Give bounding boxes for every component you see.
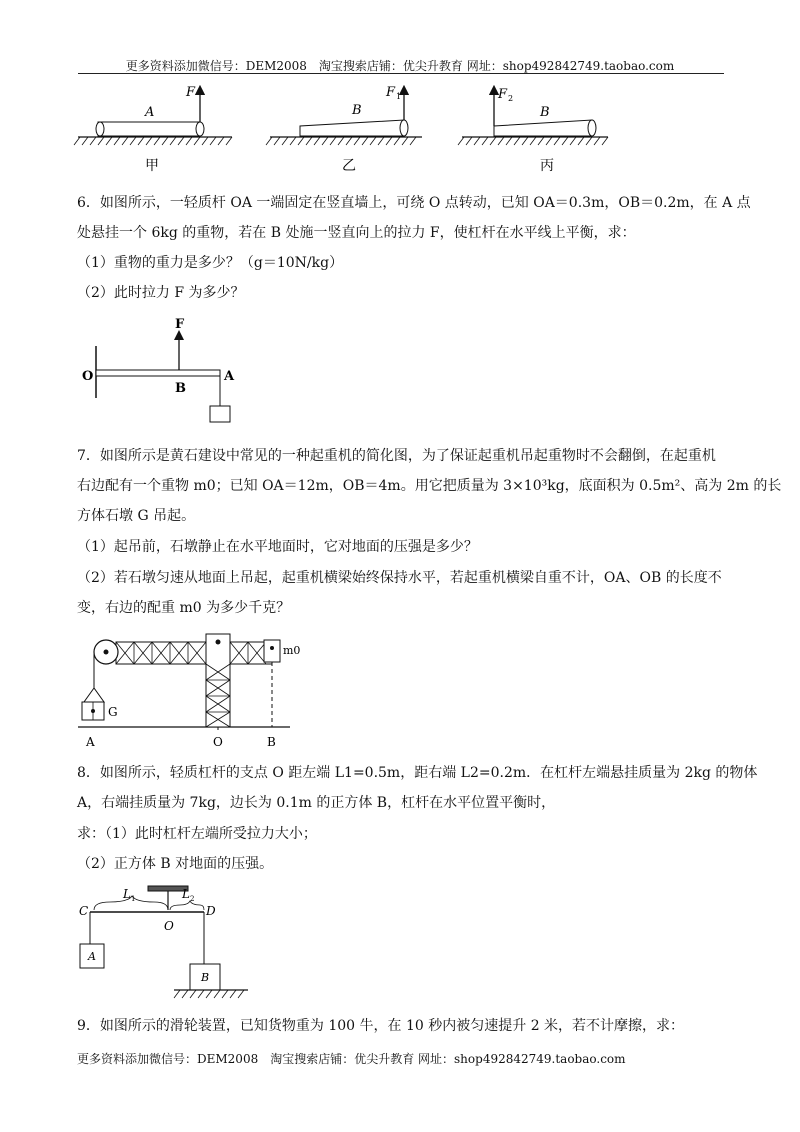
caption-bing: 丙	[540, 158, 554, 174]
label-F2: F	[498, 87, 508, 102]
q6-line1: 6．如图所示，一轻质杆 OA 一端固定在竖直墙上，可绕 O 点转动，已知 OA＝0.3m，OB＝0.2m，在 A 点	[77, 195, 751, 211]
label-B2: B	[540, 105, 550, 120]
label-O: O	[164, 919, 174, 933]
label-F1: F	[386, 85, 396, 100]
label-A: A	[224, 369, 235, 384]
label-F: F	[175, 318, 185, 332]
q6-line4: （2）此时拉力 F 为多少？	[77, 285, 245, 301]
label-G: G	[108, 705, 118, 719]
label-B: B	[175, 381, 186, 396]
label-C: C	[79, 904, 89, 918]
q9-line1: 9．如图所示的滑轮装置，已知货物重为 100 牛，在 10 秒内被匀速提升 2 米，若不计摩擦，求：	[77, 1018, 685, 1034]
q6-line2: 处悬挂一个 6kg 的重物，若在 B 处施一竖直向上的拉力 F，使杠杆在水平线上平衡，求：	[77, 225, 636, 241]
figure-q8-lever	[76, 882, 256, 1006]
label-O: O	[82, 369, 94, 384]
lever-bing	[458, 87, 608, 174]
lever-yi	[266, 85, 422, 174]
q7-line1: 7．如图所示是黄石建设中常见的一种起重机的简化图，为了保证起重机吊起重物时不会翻倒，在起重机	[77, 448, 716, 464]
label-m0: m0	[283, 644, 301, 657]
label-L1: L	[123, 887, 131, 901]
q7-line5: （2）若石墩匀速从地面上吊起，起重机横梁始终保持水平，若起重机横梁自重不计，OA、OB 的长度不	[77, 570, 722, 586]
q7-line6: 变，右边的配重 m0 为多少千克？	[77, 600, 291, 616]
header-divider	[78, 73, 724, 74]
q7-line3: 方体石墩 G 吊起。	[77, 508, 196, 524]
label-L2-sub: 2	[190, 895, 195, 903]
q8-line4: （2）正方体 B 对地面的压强。	[77, 856, 274, 872]
label-D: D	[206, 904, 216, 918]
figure-three-levers	[70, 82, 610, 177]
q8-line3: 求：（1）此时杠杆左端所受拉力大小；	[77, 826, 317, 842]
caption-yi: 乙	[342, 158, 356, 174]
label-F1-sub: 1	[396, 92, 402, 101]
q7-line2: 右边配有一个重物 m0；已知 OA＝12m，OB＝4m。用它把质量为 3×10³kg，底面积为 0.5m²、高为 2m 的长	[77, 478, 782, 494]
label-A: A	[86, 735, 95, 749]
label-O: O	[213, 735, 223, 749]
q7-line4: （1）起吊前，石墩静止在水平地面时，它对地面的压强是多少？	[77, 539, 478, 555]
page-header: 更多资料添加微信号：DEM2008 淘宝搜索店铺：优尖升教育 网址：shop492842749.taobao.com	[125, 59, 675, 73]
figure-q7-crane	[78, 630, 308, 754]
label-F: F	[186, 85, 196, 100]
label-B: B	[267, 735, 276, 749]
q8-line2: A，右端挂质量为 7kg，边长为 0.1m 的正方体 B，杠杆在水平位置平衡时，	[77, 795, 556, 811]
caption-jia: 甲	[145, 158, 159, 174]
q8-line1: 8．如图所示，轻质杠杆的支点 O 距左端 L1=0.5m，距右端 L2=0.2m．在杠杆左端悬挂质量为 2kg 的物体	[77, 765, 758, 781]
q6-line3: （1）重物的重力是多少？（g＝10N/kg）	[77, 255, 344, 271]
label-box-A: A	[88, 950, 96, 963]
page-footer: 更多资料添加微信号：DEM2008 淘宝搜索店铺：优尖升教育 网址：shop492842749.taobao.com	[77, 1052, 626, 1066]
label-F2-sub: 2	[508, 94, 514, 103]
label-L1-sub: 1	[131, 895, 136, 903]
figure-q6-lever	[78, 318, 268, 430]
label-B: B	[352, 103, 362, 118]
label-L2: L	[182, 887, 190, 901]
lever-jia	[74, 85, 232, 174]
label-box-B: B	[201, 971, 210, 984]
label-A: A	[145, 105, 155, 120]
